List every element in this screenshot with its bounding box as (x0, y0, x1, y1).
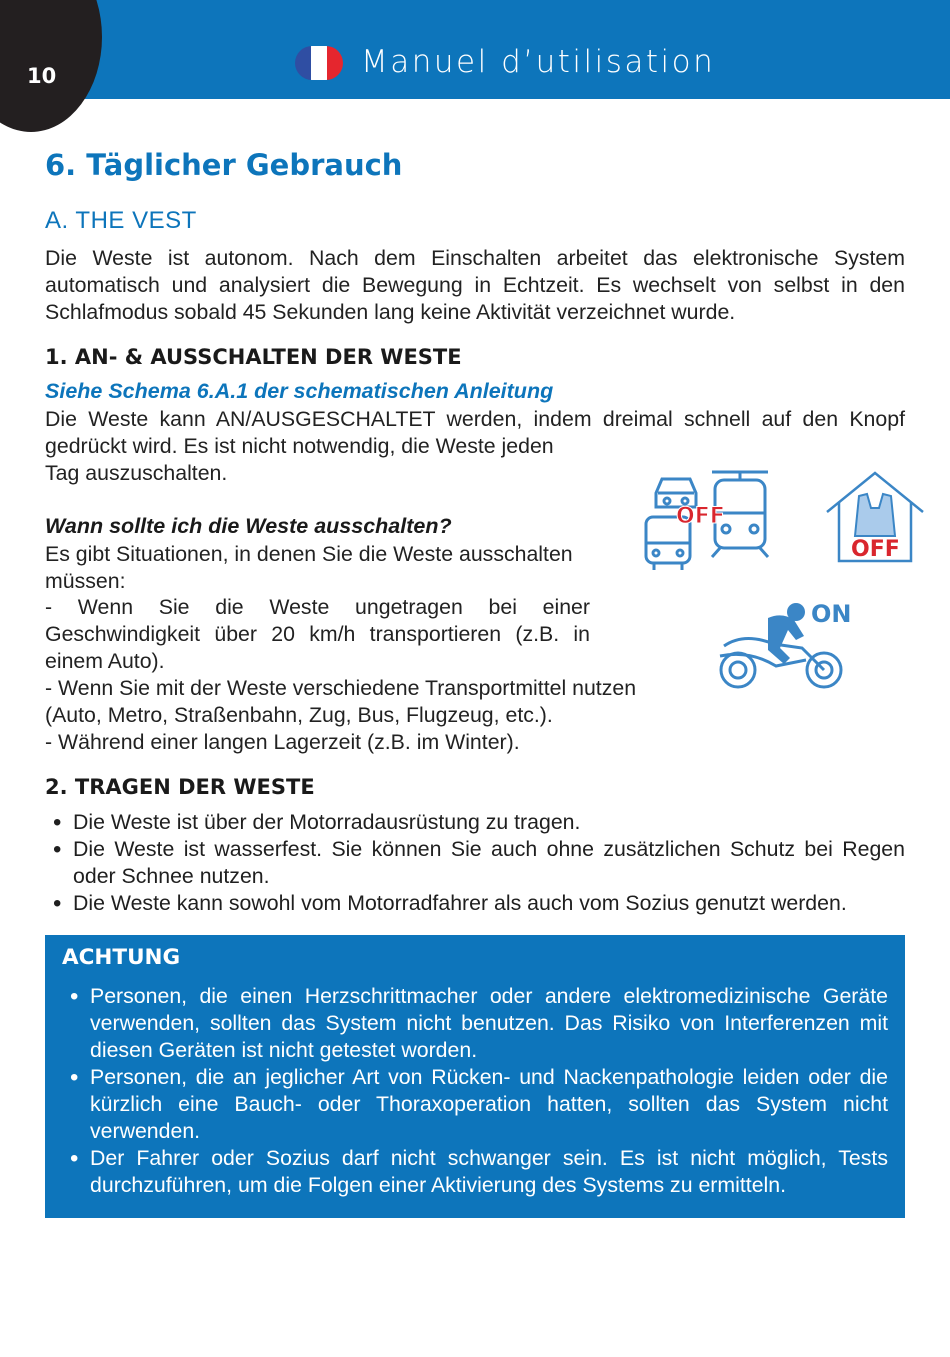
warning-list (62, 983, 888, 1199)
switch-off-question: Wann sollte ich die Weste ausschalten? (45, 514, 452, 538)
page-number: 10 (27, 64, 57, 88)
transport-off-illustration (640, 465, 775, 575)
motorbike-on-illustration (716, 598, 861, 696)
list-item: • Die Weste ist wasserfest. Sie können Sie auch ohne zusätzlichen Schutz bei Regen oder Schnee nutzen. (45, 836, 905, 890)
list-item: • Die Weste ist über der Motorradausrüstung zu tragen. (45, 809, 905, 836)
flag-france-icon (295, 46, 343, 80)
list-item: • Personen, die einen Herzschrittmacher oder andere elektromedizinische Geräte verwenden, sollten das System nicht benutzen. Das Risiko von Interferenzen mit diesen Geräten ist nicht getestet worden. (62, 983, 888, 1064)
list-item: • Personen, die an jeglicher Art von Rücken- und Nackenpathologie leiden oder die kürzlich eine Bauch- oder Thoraxoperation hatten, sollten das System nicht verwenden. (62, 1064, 888, 1145)
switch-off-case-2: - Wenn Sie mit der Weste verschiedene Transportmittel nutzen (Auto, Metro, Straßenbahn, Zug, Bus, Flugzeug, etc.). (45, 676, 637, 727)
switch-off-case-3: - Während einer langen Lagerzeit (z.B. im Winter). (45, 730, 520, 754)
motorbike-on-label: ON (811, 600, 852, 628)
part1-text-line1: Die Weste kann AN/AUSGESCHALTET werden, indem dreimal schnell auf den Knopf (45, 407, 905, 431)
header-title: Manuel d’utilisation (361, 44, 716, 80)
home-off-label: OFF (851, 537, 900, 562)
transport-off-label: OFF (676, 504, 725, 529)
part2-heading: 2. TRAGEN DER WESTE (45, 775, 315, 799)
section-subtitle: A. THE VEST (45, 207, 197, 234)
wearing-list (45, 809, 905, 917)
schema-reference: Siehe Schema 6.A.1 der schematischen Anleitung (45, 379, 554, 403)
home-off-illustration (825, 470, 925, 565)
part1-heading: 1. AN- & AUSSCHALTEN DER WESTE (45, 345, 462, 369)
warning-title: ACHTUNG (62, 945, 181, 970)
intro-paragraph: Die Weste ist autonom. Nach dem Einschalten arbeitet das elektronische System automatisch und analysiert die Bewegung in Echtzeit. Es wechselt von selbst in den Schlafmodus sobald 45 Sekunden lang keine Aktivität verzeichnet wurde. (45, 246, 905, 324)
vest-icon (855, 494, 895, 536)
switch-off-intro: Es gibt Situationen, in denen Sie die Weste ausschalten müssen: (45, 542, 573, 593)
list-item: • Der Fahrer oder Sozius darf nicht schwanger sein. Es ist nicht möglich, Tests durchzuführen, um die Folgen einer Aktivierung des Systems zu ermitteln. (62, 1145, 888, 1199)
section-title: 6. Täglicher Gebrauch (45, 148, 403, 182)
switch-off-case-1: - Wenn Sie die Weste ungetragen bei einer Geschwindigkeit über 20 km/h transportieren (z.B. in einem Auto). (45, 595, 590, 673)
list-item: • Die Weste kann sowohl vom Motorradfahrer als auch vom Sozius genutzt werden. (45, 890, 905, 917)
rider-icon (768, 603, 805, 664)
part1-text-line3: Tag auszuschalten. (45, 461, 228, 485)
warning-box (45, 935, 905, 1218)
part1-text-line2: gedrückt wird. Es ist nicht notwendig, die Weste jeden (45, 434, 554, 458)
car-icon (656, 479, 696, 507)
